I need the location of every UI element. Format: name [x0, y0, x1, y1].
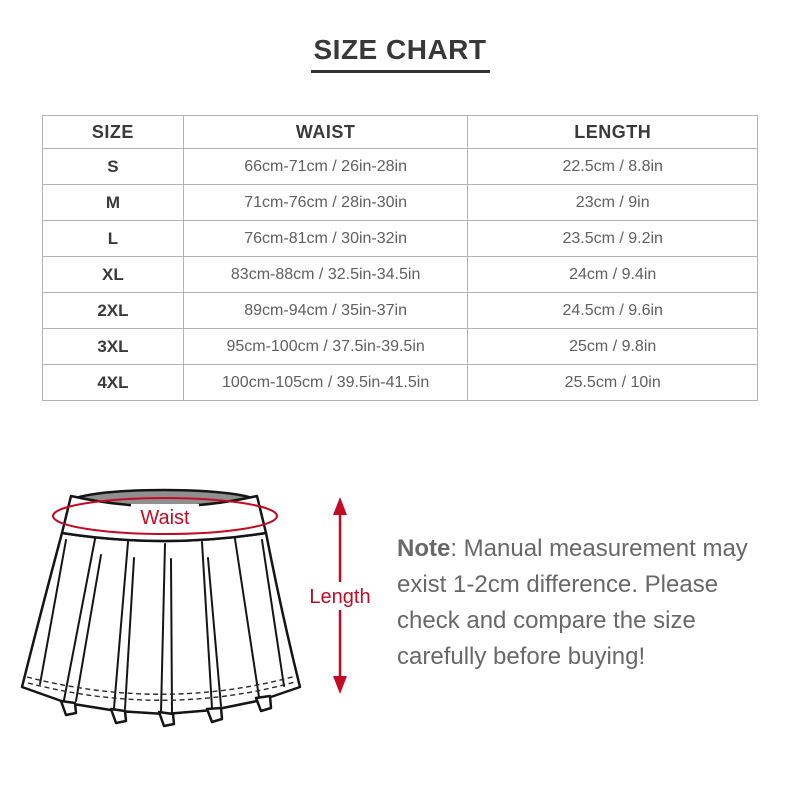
- length-cell: 24cm / 9.4in: [468, 257, 758, 293]
- table-row: [43, 329, 758, 365]
- waist-cell: 66cm-71cm / 26in-28in: [183, 149, 468, 185]
- column-header-waist: WAIST: [183, 116, 468, 149]
- length-cell: 23cm / 9in: [468, 185, 758, 221]
- waist-cell: 71cm-76cm / 28in-30in: [183, 185, 468, 221]
- waist-cell: 95cm-100cm / 37.5in-39.5in: [183, 329, 468, 365]
- pleat-line: [171, 559, 172, 712]
- hem-fold: [207, 708, 222, 722]
- size-chart-table: [42, 115, 758, 401]
- column-header-size: SIZE: [43, 116, 184, 149]
- note-bold-prefix: Note: [397, 535, 451, 562]
- length-cell: 25.5cm / 10in: [468, 365, 758, 401]
- size-cell: 4XL: [43, 365, 184, 401]
- page-header: [0, 34, 800, 73]
- table-header-row: [43, 116, 758, 149]
- column-header-length: LENGTH: [468, 116, 758, 149]
- length-cell: 23.5cm / 9.2in: [468, 221, 758, 257]
- size-cell: 2XL: [43, 293, 184, 329]
- hem-fold: [61, 701, 76, 715]
- hem-fold: [256, 696, 271, 711]
- page-title: SIZE CHART: [311, 34, 490, 73]
- waist-label: Waist: [140, 507, 190, 529]
- hem-fold: [111, 709, 126, 723]
- note-line: check and compare the size: [397, 607, 696, 634]
- table-row: [43, 293, 758, 329]
- note-line: exist 1-2cm difference. Please: [397, 571, 719, 598]
- size-cell: 3XL: [43, 329, 184, 365]
- length-cell: 22.5cm / 8.8in: [468, 149, 758, 185]
- waist-cell: 100cm-105cm / 39.5in-41.5in: [183, 365, 468, 401]
- table-row: [43, 257, 758, 293]
- table-row: [43, 149, 758, 185]
- note-line-text: : Manual measurement may: [450, 535, 748, 562]
- length-cell: 25cm / 9.8in: [468, 329, 758, 365]
- note-line: [397, 531, 767, 567]
- size-cell: XL: [43, 257, 184, 293]
- length-arrow-head-top: [333, 497, 347, 515]
- length-arrow-head-bottom: [333, 676, 347, 694]
- note-line: carefully before buying!: [397, 643, 646, 670]
- waist-cell: 89cm-94cm / 35in-37in: [183, 293, 468, 329]
- size-cell: L: [43, 221, 184, 257]
- table-row: [43, 185, 758, 221]
- measurement-note: [397, 531, 767, 675]
- table-row: [43, 221, 758, 257]
- skirt-measurement-diagram: [0, 460, 390, 745]
- size-cell: M: [43, 185, 184, 221]
- size-cell: S: [43, 149, 184, 185]
- hem-fold: [159, 712, 174, 726]
- waist-cell: 83cm-88cm / 32.5in-34.5in: [183, 257, 468, 293]
- length-label: Length: [309, 586, 371, 608]
- waist-cell: 76cm-81cm / 30in-32in: [183, 221, 468, 257]
- table-row: [43, 365, 758, 401]
- length-cell: 24.5cm / 9.6in: [468, 293, 758, 329]
